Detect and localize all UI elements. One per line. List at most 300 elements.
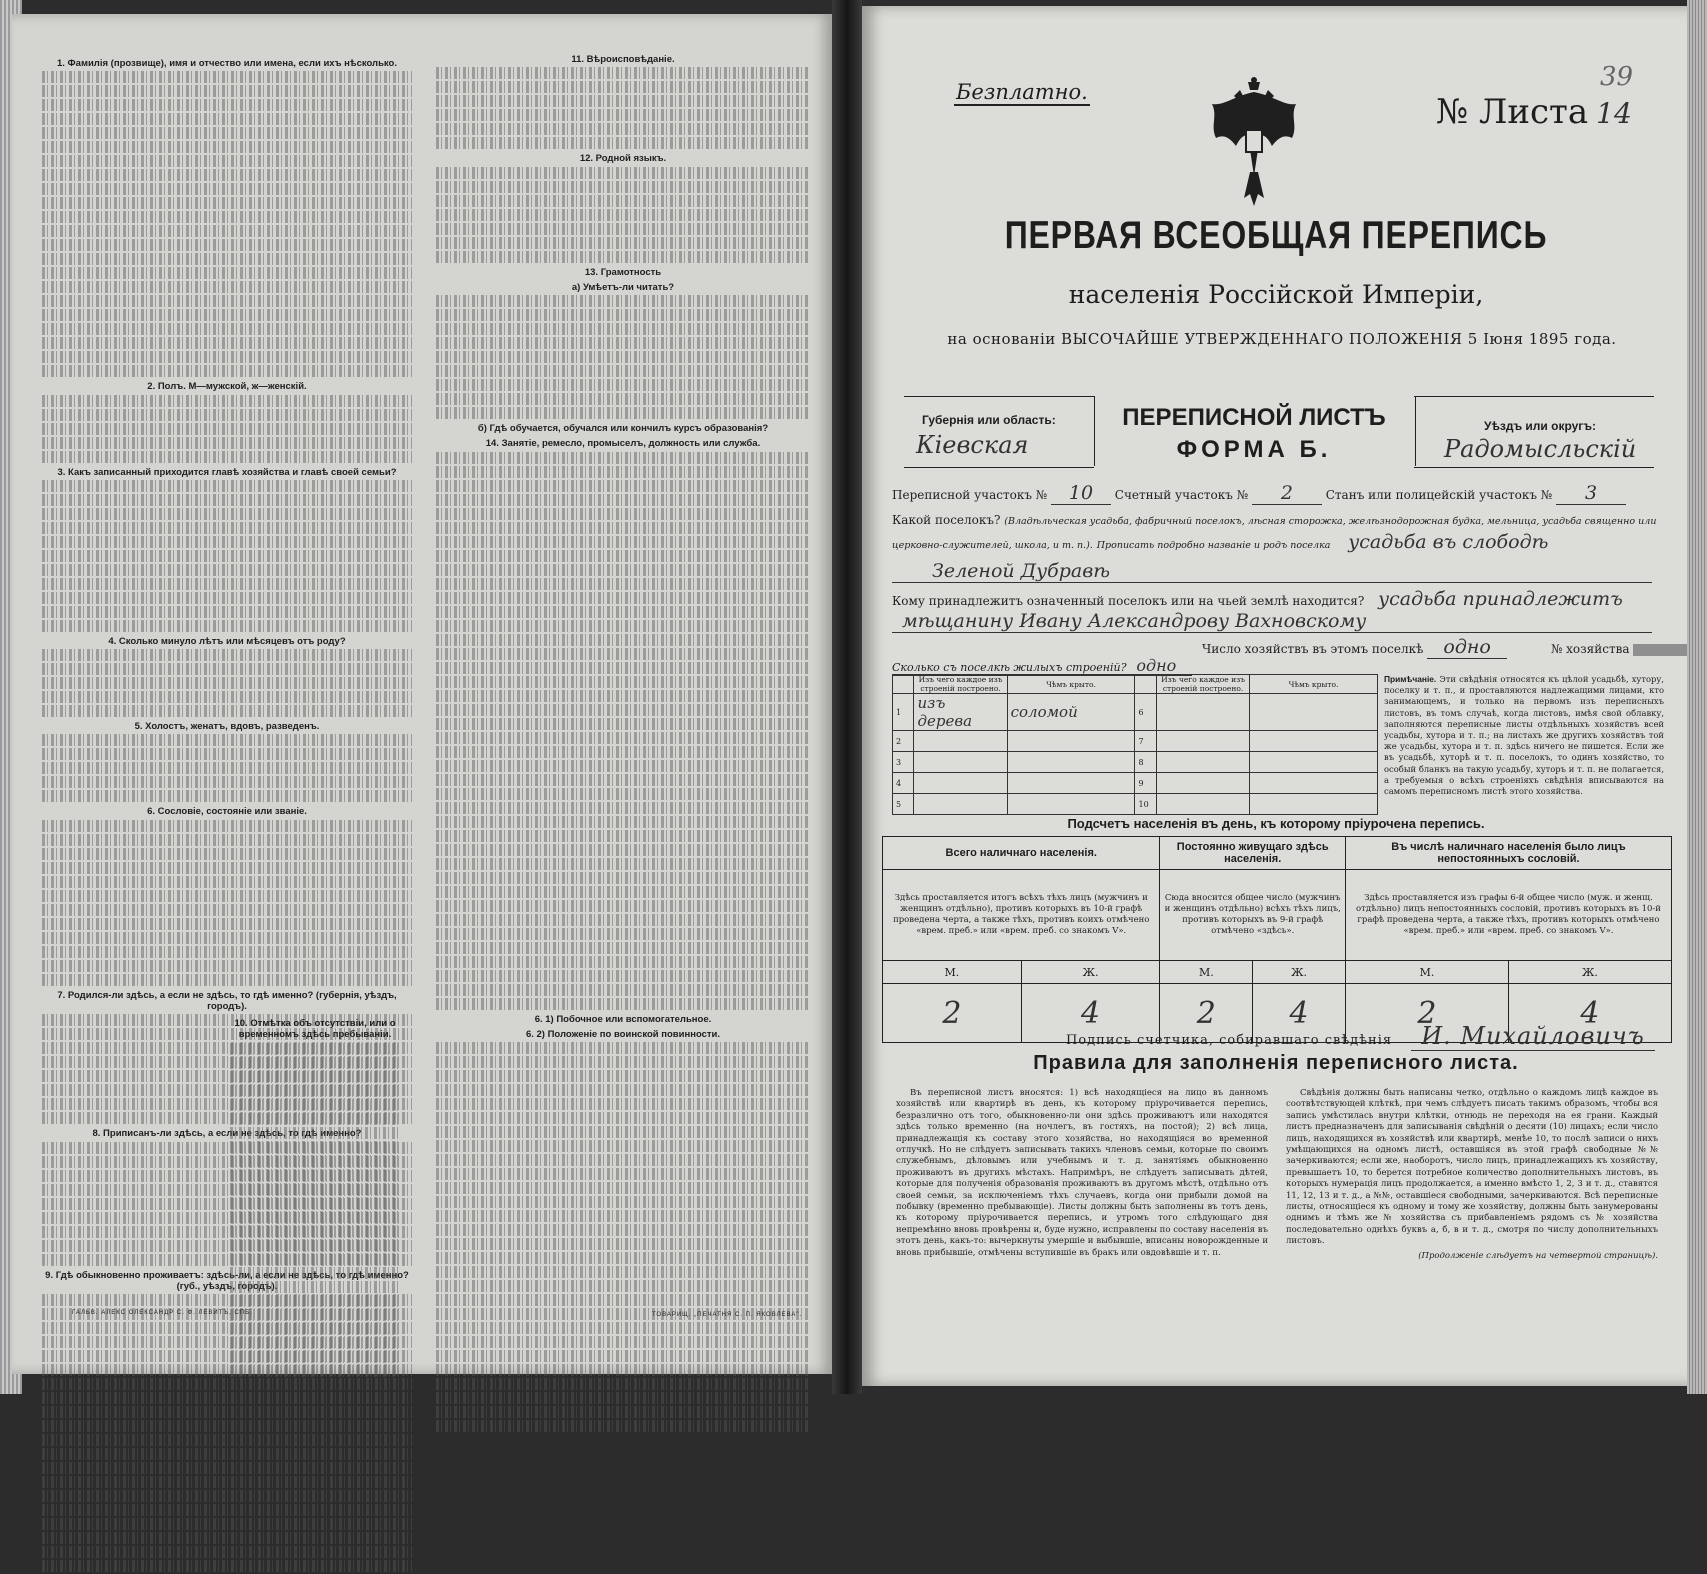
section-heading: 1. Фамилія (прозвище), имя и отчество или имена, если ихъ нѣсколько. <box>56 58 397 69</box>
row-number: 6 <box>1135 694 1156 731</box>
illegible-text-line <box>436 1364 810 1376</box>
illegible-text-line <box>42 536 412 548</box>
settlement-value-2: Зеленой Дубравѣ <box>932 560 1111 582</box>
building-roof <box>1007 794 1135 815</box>
household-number-label: № хозяйства <box>1550 642 1630 656</box>
illegible-text-line <box>42 309 412 321</box>
illegible-text-line <box>436 480 810 492</box>
illegible-text-line <box>42 351 412 363</box>
illegible-text-line <box>436 1322 810 1334</box>
illegible-text-line <box>42 113 412 125</box>
illegible-text-line <box>42 480 412 492</box>
illegible-text-line <box>436 1140 810 1152</box>
counts-title: Подсчетъ населенія въ день, къ которому пріурочена перепись. <box>1067 816 1485 831</box>
illegible-text-line <box>42 564 412 576</box>
settlement-hint-2: Прописать подробно названіе и родъ поселка <box>1096 540 1331 551</box>
buildings-table-header: Чѣмъ крыто. <box>1250 675 1378 694</box>
sheet-number <box>1436 92 1632 132</box>
illegible-text-line <box>436 337 810 349</box>
illegible-text-line <box>42 225 412 237</box>
census-form-page <box>862 6 1690 1386</box>
row-number: 10 <box>1135 794 1156 815</box>
building-material <box>914 752 1007 773</box>
building-roof <box>1250 694 1378 731</box>
illegible-text-line <box>42 155 412 167</box>
stan-label: Станъ или полицейскій участокъ № <box>1325 488 1553 502</box>
illegible-text-line <box>436 984 810 996</box>
count-area-value: 2 <box>1252 482 1322 505</box>
rules-column-1 <box>896 1088 1268 1262</box>
illegible-text-line <box>42 592 412 604</box>
census-area-label: Переписной участокъ № <box>892 488 1048 502</box>
illegible-text-line <box>436 1294 810 1306</box>
section-heading: 2. Полъ. М—мужской, ж—женскій. <box>147 381 307 393</box>
form-title <box>1094 402 1414 466</box>
illegible-text-line <box>42 1448 412 1460</box>
census-area-row <box>892 482 1626 505</box>
illegible-text-line <box>42 876 412 888</box>
illegible-text-line <box>42 620 412 632</box>
instructions-column-2 <box>436 50 810 1434</box>
building-material <box>1156 752 1249 773</box>
illegible-text-line <box>436 788 810 800</box>
building-roof: соломой <box>1007 694 1135 731</box>
table-row <box>893 731 1378 752</box>
illegible-text-line <box>436 760 810 772</box>
illegible-text-line <box>436 1084 810 1096</box>
illegible-text-line <box>436 998 810 1010</box>
building-roof <box>1250 731 1378 752</box>
count-female-value: 4 <box>1021 984 1160 1043</box>
owner-value-1: усадьба принадлежитъ <box>1378 588 1623 610</box>
illegible-text-line <box>436 508 810 520</box>
illegible-text-line <box>42 606 412 618</box>
building-material <box>1156 773 1249 794</box>
building-roof <box>1250 794 1378 815</box>
province-label: Губернія или область: <box>922 413 1056 427</box>
note-text: Эти свѣдѣнія относятся къ цѣлой усадьбѣ, хутору, поселку и т. п., и проставляются надлежащими лицами, кто занимающемъ, и только на первомъ изъ переписныхъ листовъ, въ томъ случаѣ, когда листовъ, имѣя свой облавку, заполняются переписные листы отдѣльныхъ хозяйствъ всей усадьбы, хутора и т. п.; на листахъ же другихъ хозяйствъ той же усадьбы, хутора и т. п. здѣсь ничего не пишется. Если же въ усадьбѣ, хуторѣ и т. п. поселокъ, то одинъ хозяйство, то особый бланкъ на такую усадьбу, хуторъ и т. п. не полагается, а требуемыя о всѣхъ строеніяхъ свѣдѣнія вписываются на самомъ переписномъ листѣ этого хозяйства. <box>1384 674 1664 797</box>
illegible-text-line <box>436 393 810 405</box>
illegible-text-line <box>42 508 412 520</box>
illegible-text-line <box>42 862 412 874</box>
building-roof <box>1007 731 1135 752</box>
table-row <box>893 773 1378 794</box>
row-number: 1 <box>893 694 914 731</box>
illegible-text-line <box>436 536 810 548</box>
illegible-text-line <box>42 790 412 802</box>
illegible-text-line <box>436 550 810 562</box>
illegible-text-line <box>436 209 810 221</box>
illegible-text-line <box>42 820 412 832</box>
illegible-text-line <box>436 181 810 193</box>
illegible-text-line <box>436 1392 810 1404</box>
double-headed-eagle-emblem-icon <box>1204 76 1304 208</box>
table-row <box>893 794 1378 815</box>
row-number: 8 <box>1135 752 1156 773</box>
illegible-text-line <box>436 578 810 590</box>
illegible-text-line <box>436 1280 810 1292</box>
illegible-text-line <box>42 578 412 590</box>
page-title: ПЕРВАЯ ВСЕОБЩАЯ ПЕРЕПИСЬ <box>1004 214 1548 257</box>
illegible-text-line <box>436 956 810 968</box>
illegible-text-line <box>42 1462 412 1474</box>
count-description: Сюда вносится общее число (мужчинъ и женщинъ отдѣльно) всѣхъ тѣхъ лицъ, противъ которыхъ въ 9-й графѣ отмѣчено «здѣсь». <box>1160 870 1346 961</box>
illegible-text-line <box>436 844 810 856</box>
illegible-text-line <box>436 886 810 898</box>
free-label: Безплатно. <box>956 80 1088 104</box>
row-number: 9 <box>1135 773 1156 794</box>
buildings-table-header: Изъ чего каждое изъ строеній построено. <box>914 675 1007 694</box>
settlement-row <box>892 510 1672 556</box>
instructions-page <box>12 14 835 1374</box>
illegible-text-line <box>436 634 810 646</box>
illegible-text-line <box>42 946 412 958</box>
row-number: 2 <box>893 731 914 752</box>
section-heading: 13. Грамотность <box>584 266 662 278</box>
illegible-text-line <box>42 1476 412 1488</box>
illegible-text-line <box>436 123 810 135</box>
illegible-text-line <box>42 409 412 421</box>
stan-value: 3 <box>1556 482 1626 505</box>
illegible-text-line <box>436 928 810 940</box>
illegible-text-line <box>42 1490 412 1502</box>
row-number: 7 <box>1135 731 1156 752</box>
illegible-text-line <box>42 337 412 349</box>
illegible-text-line <box>436 872 810 884</box>
province-box <box>904 396 1094 468</box>
illegible-text-line <box>436 858 810 870</box>
count-female-value: 4 <box>1253 984 1346 1043</box>
illegible-text-line <box>436 365 810 377</box>
illegible-text-line <box>42 890 412 902</box>
settlement-label: Какой поселокъ? <box>892 513 1001 527</box>
form-title-line-2: ФОРМА Б. <box>1176 436 1332 463</box>
illegible-text-line <box>436 1154 810 1166</box>
households-value: одно <box>1427 636 1507 659</box>
owner-label: Кому принадлежитъ означенный поселокъ или на чьей землѣ находится? <box>892 594 1365 608</box>
section-heading: б) Гдѣ обучается, обучался или кончилъ курсъ образованія? <box>477 423 769 435</box>
illegible-text-line <box>42 211 412 223</box>
illegible-text-line <box>436 648 810 660</box>
note-title: Примѣчаніе. <box>1384 674 1437 684</box>
illegible-text-line <box>436 704 810 716</box>
sex-female-label: Ж. <box>1021 961 1160 984</box>
illegible-text-line <box>436 137 810 149</box>
illegible-text-line <box>42 1504 412 1516</box>
district-label: Уѣздъ или округъ: <box>1484 419 1597 433</box>
book-right-edge <box>1687 0 1707 1394</box>
illegible-text-line <box>436 1126 810 1138</box>
building-material <box>914 773 1007 794</box>
households-label: Число хозяйствъ въ этомъ поселкѣ <box>1202 642 1424 656</box>
illegible-text-line <box>42 437 412 449</box>
illegible-text-line <box>42 1378 412 1390</box>
illegible-text-line <box>436 1042 810 1054</box>
table-row <box>893 752 1378 773</box>
illegible-text-line <box>42 848 412 860</box>
illegible-text-line <box>436 67 810 79</box>
illegible-text-line <box>436 1210 810 1222</box>
province-value: Кіевская <box>916 431 1029 459</box>
sex-female-label: Ж. <box>1508 961 1671 984</box>
illegible-text-line <box>42 834 412 846</box>
illegible-text-line <box>436 718 810 730</box>
district-box <box>1414 396 1654 468</box>
building-roof <box>1250 752 1378 773</box>
owner-value-2: мѣщанину Ивану Александрову Вахновскому <box>902 610 1367 632</box>
illegible-text-line <box>436 970 810 982</box>
sex-male-label: М. <box>1345 961 1508 984</box>
form-title-line-1: ПЕРЕПИСНОЙ ЛИСТЪ <box>1122 404 1386 431</box>
illegible-text-line <box>42 691 412 703</box>
owner-row <box>892 588 1623 610</box>
illegible-text-line <box>42 253 412 265</box>
illegible-text-line <box>436 662 810 674</box>
illegible-text-line <box>42 904 412 916</box>
illegible-text-line <box>436 1182 810 1194</box>
illegible-text-line <box>436 900 810 912</box>
section-heading: 4. Сколько минуло лѣтъ или мѣсяцевъ отъ роду? <box>108 635 346 647</box>
section-heading: 10. Отмѣтка объ отсутствіи, или о временномъ здѣсь пребываніи. <box>234 1018 396 1041</box>
building-material <box>914 731 1007 752</box>
illegible-text-line <box>436 95 810 107</box>
illegible-text-line <box>436 802 810 814</box>
illegible-text-line <box>42 1392 412 1404</box>
count-header: Всего наличнаго населенія. <box>883 837 1160 870</box>
illegible-text-line <box>436 109 810 121</box>
illegible-text-line <box>42 169 412 181</box>
illegible-text-line <box>436 295 810 307</box>
rules-title: Правила для заполненія переписного листа. <box>1033 1052 1519 1074</box>
illegible-text-line <box>42 423 412 435</box>
section-heading: а) Умѣетъ-ли читать? <box>571 281 675 293</box>
building-material: изъ дерева <box>914 694 1007 731</box>
buildings-label: Сколько съ поселкѣ жилыхъ строеній? <box>892 661 1127 674</box>
section-heading: 3. Какъ записанный приходится главѣ хозяйства и главѣ своей семьи? <box>57 466 397 478</box>
section-heading: 7. Родился-ли здѣсь, а если не здѣсь, то гдѣ именно? (губернія, уѣздъ, городъ). <box>57 989 397 1013</box>
illegible-text-line <box>42 365 412 377</box>
illegible-text-line <box>42 1434 412 1446</box>
illegible-text-line <box>42 1518 412 1530</box>
rules-column-2 <box>1286 1088 1658 1265</box>
settlement-row-2 <box>892 560 1652 583</box>
section-heading: 12. Родной языкъ. <box>579 153 667 165</box>
illegible-text-line <box>436 309 810 321</box>
illegible-text-line <box>42 918 412 930</box>
illegible-text-line <box>436 237 810 249</box>
table-row <box>893 694 1378 731</box>
illegible-text-line <box>42 1532 412 1544</box>
illegible-text-line <box>42 1420 412 1432</box>
illegible-text-line <box>436 195 810 207</box>
illegible-text-line <box>436 1224 810 1236</box>
illegible-text-line <box>42 127 412 139</box>
note-block <box>1384 674 1664 797</box>
district-value: Радомысльскій <box>1444 435 1637 463</box>
illegible-text-line <box>42 71 412 83</box>
count-female-value: 4 <box>1508 984 1671 1043</box>
count-male-value: 2 <box>883 984 1022 1043</box>
count-header: Постоянно живущаго здѣсь населенія. <box>1160 837 1346 870</box>
section-heading: 11. Вѣроисповѣданіе. <box>571 54 675 65</box>
section-heading: 9. Гдѣ обыкновенно проживаетъ: здѣсь-ли, а если не здѣсь, то гдѣ именно? (губ., уѣздъ, городъ). <box>45 1269 409 1292</box>
population-counts-table <box>882 836 1672 1043</box>
households-row <box>1202 636 1693 659</box>
illegible-text-line <box>436 564 810 576</box>
illegible-text-line <box>42 677 412 689</box>
buildings-table-header: Чѣмъ крыто. <box>1007 675 1135 694</box>
section-heading: 6. 2) Положеніе по воинской повинности. <box>525 1029 721 1041</box>
illegible-text-line <box>436 1420 810 1432</box>
illegible-text-line <box>436 1336 810 1348</box>
illegible-text-line <box>436 323 810 335</box>
section-heading: 6. 1) Побочное или вспомогательное. <box>534 1013 712 1025</box>
printer-mark-right: ТОВАРИЩ. „ПЕЧАТНЯ С. П. ЯКОВЛЕВА". <box>652 1312 803 1318</box>
illegible-text-line <box>436 452 810 464</box>
illegible-text-line <box>436 1266 810 1278</box>
illegible-text-line <box>42 1406 412 1418</box>
illegible-text-line <box>436 1196 810 1208</box>
settlement-value-1: усадьба въ слободѣ <box>1348 531 1549 553</box>
rules-continuation: (Продолженіе слѣдуетъ на четвертой страницѣ). <box>1418 1250 1658 1261</box>
illegible-text-line <box>42 1546 412 1558</box>
illegible-text-line <box>42 776 412 788</box>
building-material <box>914 794 1007 815</box>
illegible-text-line <box>42 550 412 562</box>
illegible-text-line <box>436 1238 810 1250</box>
illegible-text-line <box>436 1168 810 1180</box>
illegible-text-line <box>436 746 810 758</box>
count-description: Здѣсь проставляется итогъ всѣхъ тѣхъ лицъ (мужчинъ и женщинъ отдѣльно), противъ которыхъ въ 10-й графѣ проведена черта, а также тѣхъ, противъ коихъ отмѣчено «врем. преб.» или «врем. преб. со знакомъ V». <box>883 870 1160 961</box>
building-material <box>1156 731 1249 752</box>
illegible-text-line <box>436 494 810 506</box>
illegible-text-line <box>436 466 810 478</box>
illegible-text-line <box>436 676 810 688</box>
illegible-text-line <box>42 239 412 251</box>
illegible-text-line <box>436 606 810 618</box>
census-area-value: 10 <box>1051 482 1111 505</box>
illegible-text-line <box>42 267 412 279</box>
building-material <box>1156 694 1249 731</box>
illegible-text-line <box>436 914 810 926</box>
illegible-text-line <box>436 1070 810 1082</box>
illegible-text-line <box>42 705 412 717</box>
buildings-value: одно <box>1136 656 1177 675</box>
count-description: Здѣсь проставляется изъ графы 6-й общее число (муж. и женщ. отдѣльно) лицъ непостоянныхъ сословій, противъ которыхъ въ 10-й графѣ проведена черта, а также тѣхъ, противъ которыхъ отмѣчено «врем. преб.» или «врем. преб. со знакомъ V». <box>1345 870 1671 961</box>
illegible-text-line <box>42 141 412 153</box>
illegible-text-line <box>436 223 810 235</box>
illegible-text-line <box>42 99 412 111</box>
printer-mark-left: ГАЛЬВ. АЛЕКС ОЛЕКСАНДР С. Ф. ЛЕВИТЪ, СПБ. <box>72 1310 253 1316</box>
signature-row <box>1066 1022 1655 1050</box>
illegible-text-line <box>436 1378 810 1390</box>
sheet-number-value: 14 <box>1596 97 1632 130</box>
illegible-text-line <box>436 1350 810 1362</box>
count-male-value: 2 <box>1345 984 1508 1043</box>
illegible-text-line <box>436 351 810 363</box>
sheet-number-label: № Листа <box>1436 92 1589 132</box>
illegible-text-line <box>42 395 412 407</box>
illegible-text-line <box>42 663 412 675</box>
household-number-value <box>1633 644 1693 656</box>
count-header: Въ числѣ наличнаго населенія было лицъ непостоянныхъ сословій. <box>1345 837 1671 870</box>
rules-text: Свѣдѣнія должны быть написаны четко, отдѣльно о каждомъ лицѣ каждое въ соотвѣтствующей клѣткѣ, при чемъ слѣдуетъ писать такимъ образомъ, чтобы вся запись умѣстилась внутри клѣтки, отнюдь не переходя на ея грани. Каждый листъ предназначенъ для записыванія свѣдѣній о десяти (10) лицахъ; если число лицъ, находящихся въ хозяйствѣ или квартирѣ, менѣе 10, то послѣ записи о нихъ умѣщающихся на одномъ листѣ, оставшіяся въ этой графѣ свободные №№ зачеркиваются; если же, наоборотъ, число лицъ, принадлежащихъ къ хозяйству, превышаетъ 10, то берется потребное количество дополнительныхъ листовъ, въ которыхъ нумерація лицъ продолжается, а именно вмѣсто 1, 2, 3 и т. д., ставятся 11, 12, 13 и т. д., а №№, оставшіеся свободными, зачеркиваются. Всѣ переписные листы, относящіеся къ одному и тому же хозяйству, должны быть занумерованы однимъ и тѣмъ же № хозяйства съ прибавленіемъ рядомъ съ № хозяйства последовательно однѣхъ буквъ а, б, в и т. д., смотря по числу дополнительныхъ листовъ. <box>1286 1088 1658 1247</box>
building-material <box>1156 794 1249 815</box>
count-male-value: 2 <box>1160 984 1253 1043</box>
illegible-text-line <box>436 592 810 604</box>
illegible-text-line <box>436 830 810 842</box>
owner-row-2 <box>892 610 1652 633</box>
illegible-text-line <box>42 494 412 506</box>
row-number: 5 <box>893 794 914 815</box>
illegible-text-line <box>436 732 810 744</box>
illegible-text-line <box>42 295 412 307</box>
illegible-text-line <box>436 1056 810 1068</box>
page-subtitle: населенія Россійской Имперіи, <box>1068 280 1484 309</box>
illegible-text-line <box>436 774 810 786</box>
illegible-text-line <box>436 379 810 391</box>
settlement-hint: (Владѣльческая усадьба, фабричный поселокъ, лѣсная сторожка, желѣзнодорожная будка, мельница, усадьба священно или церковно-служителей, школа, и т. п.). <box>892 516 1657 551</box>
illegible-text-line <box>42 974 412 986</box>
illegible-text-line <box>436 816 810 828</box>
building-roof <box>1250 773 1378 794</box>
illegible-text-line <box>42 762 412 774</box>
buildings-table-header: Изъ чего каждое изъ строеній построено. <box>1156 675 1249 694</box>
illegible-text-line <box>42 281 412 293</box>
illegible-text-line <box>436 1406 810 1418</box>
illegible-text-line <box>42 932 412 944</box>
buildings-row <box>892 656 1192 676</box>
sex-female-label: Ж. <box>1253 961 1346 984</box>
row-number: 4 <box>893 773 914 794</box>
illegible-text-line <box>42 748 412 760</box>
pencil-page-number: 39 <box>1600 62 1634 92</box>
instructions-column-10 <box>230 1014 400 1379</box>
illegible-text-line <box>436 1098 810 1110</box>
section-heading: 8. Приписанъ-ли здѣсь, а если не здѣсь, то гдѣ именно? <box>92 1128 362 1140</box>
illegible-text-line <box>42 960 412 972</box>
illegible-text-line <box>42 734 412 746</box>
section-heading: 6. Сословіе, состояніе или званіе. <box>147 806 307 818</box>
illegible-text-line <box>42 183 412 195</box>
signature-label: Подпись счетчика, собиравшаго свѣдѣнія <box>1066 1033 1393 1048</box>
illegible-text-line <box>42 451 412 463</box>
buildings-table <box>892 674 1378 815</box>
illegible-text-line <box>436 522 810 534</box>
signature-value: И. Михайловичъ <box>1411 1022 1655 1051</box>
rules-text: Въ переписной листъ вносятся: 1) всѣ находящіеся на лицо въ данномъ хозяйствѣ или квартирѣ въ день, къ которому пріурочивается перепись, безразлично отъ того, обыкновенно-ли они здѣсь проживаютъ или находятся здѣсь только временно (на ночлегъ, въ гостяхъ, на постой); 2) всѣ лица, принадлежащія къ составу этого хозяйства, но находящіяся во временной отлучкѣ. Но не слѣдуетъ записывать такихъ членовъ семьи, которые по своимъ служебнымъ, дѣловымъ или учебнымъ и т. д. занятіямъ обыкновенно проживаютъ въ другихъ мѣстахъ. Напримѣръ, не слѣдуетъ записывать дѣтей, которые для полученія образованія проживаютъ въ другомъ мѣстѣ, отдѣльно отъ своей семьи, за исключеніемъ тѣхъ случаевъ, когда они прибыли домой на побывку (временно пребывающіе). Листы должны быть заполнены въ тотъ день, къ которому пріурочивается перепись, и утромъ того слѣдующаго дня непремѣнно вновь провѣрены и, буде нужно, исправлены по составу населенія въ этотъ день, какъ-то: вычеркнуты умершіе и выбывшіе, вписаны новорожденные и вновь прибывшіе, отмѣчены вступившіе въ бракъ или овдовѣвшіе и т. п. <box>896 1088 1268 1258</box>
illegible-text-line <box>42 85 412 97</box>
illegible-text-line <box>436 167 810 179</box>
illegible-text-line <box>42 649 412 661</box>
sex-male-label: М. <box>1160 961 1253 984</box>
illegible-text-line <box>436 1252 810 1264</box>
illegible-text-line <box>42 522 412 534</box>
book-spine <box>832 0 862 1394</box>
count-area-label: Счетный участокъ № <box>1114 488 1249 502</box>
illegible-text-line <box>436 407 810 419</box>
illegible-text-line <box>436 251 810 263</box>
illegible-text-line <box>42 323 412 335</box>
row-number: 3 <box>893 752 914 773</box>
illegible-text-line <box>436 1112 810 1124</box>
building-roof <box>1007 752 1135 773</box>
illegible-text-line <box>436 81 810 93</box>
building-roof <box>1007 773 1135 794</box>
legal-basis: на основаніи ВЫСОЧАЙШЕ УТВЕРЖДЕННАГО ПОЛОЖЕНІЯ 5 Іюня 1895 года. <box>947 330 1617 348</box>
sex-male-label: М. <box>883 961 1022 984</box>
illegible-text-line <box>42 1560 412 1572</box>
